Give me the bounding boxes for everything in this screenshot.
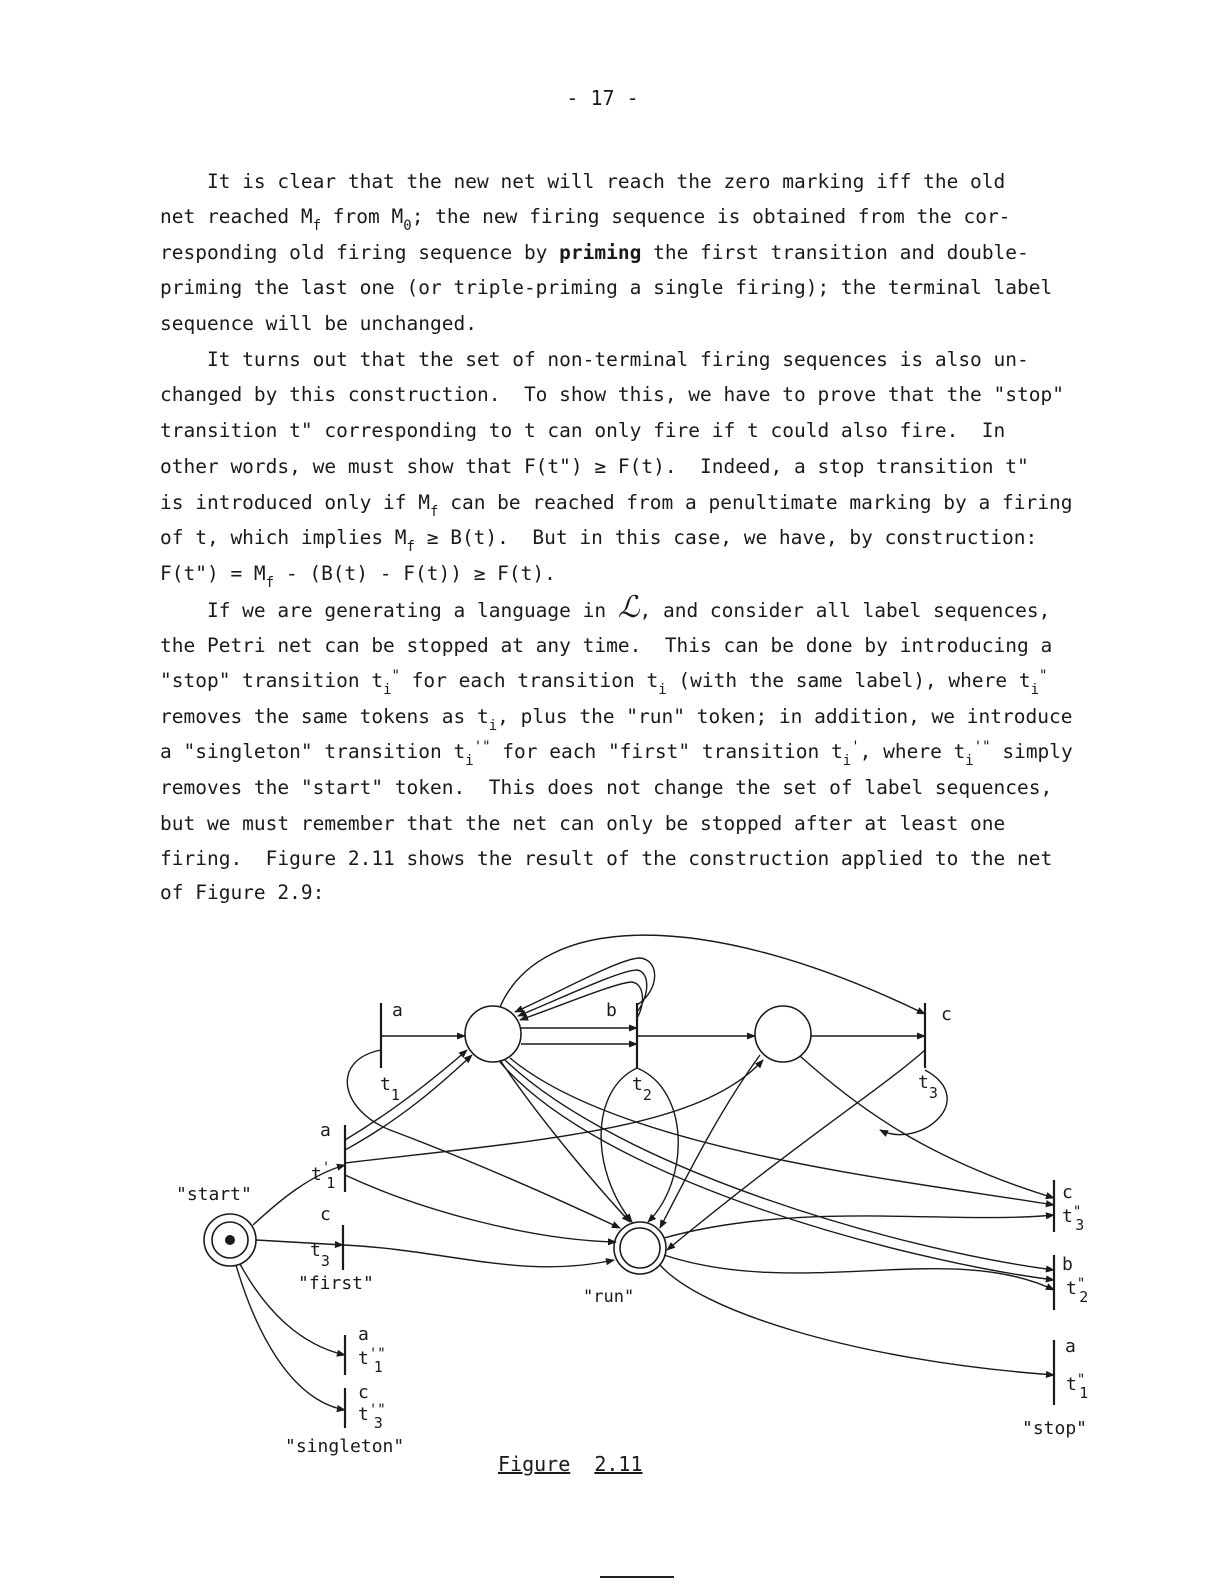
- label-t2dprime: t" 2: [1066, 1276, 1089, 1306]
- arc-place-to-run: [500, 1060, 630, 1222]
- text-line: It turns out that the set of non-terminal firing sequences is also un-: [160, 348, 1029, 371]
- arc-run-to-t3dprime: [664, 1215, 1054, 1238]
- label-first: "first": [298, 1273, 374, 1294]
- arc-place-to-t2dprime-a: [505, 1060, 1054, 1270]
- bottom-rule: [600, 1576, 674, 1578]
- arc-t1prime-to-place-a: [345, 1055, 472, 1150]
- text-line: sequence will be unchanged.: [160, 312, 477, 335]
- place-run-inner: [620, 1228, 660, 1268]
- place-top-right: [755, 1006, 811, 1062]
- text-line: If we are generating a language in ℒ, and consider all label sequences,: [160, 590, 1051, 625]
- text-line: other words, we must show that F(t") ≥ F(t). Indeed, a stop transition t": [160, 455, 1029, 478]
- label-t3-tprime: t'" 3: [358, 1402, 386, 1432]
- text-line: firing. Figure 2.11 shows the result of the construction applied to the net: [160, 847, 1053, 870]
- text-line: but we must remember that the net can only be stopped after at least one: [160, 812, 1006, 835]
- start-token: [225, 1235, 235, 1245]
- label-c-t3: c: [941, 1004, 952, 1025]
- arc-t1prime-to-run: [345, 1175, 616, 1242]
- text-line: net reached $M_f$ from $M_0$; the new firing sequence is obtained from the cor-: [160, 205, 1011, 234]
- text-line: priming the last one (or triple-priming a single firing); the terminal label: [160, 276, 1053, 299]
- page-number: - 17 -: [566, 86, 639, 110]
- label-singleton: "singleton": [285, 1436, 405, 1457]
- text-line: of Figure 2.9:: [160, 881, 325, 904]
- label-run: "run": [583, 1287, 635, 1307]
- label-b-t2: b: [606, 1000, 617, 1021]
- label-b-t2dprime: b: [1062, 1254, 1073, 1275]
- arc-t3-to-run: [667, 1050, 925, 1250]
- arc-run-to-t1dprime: [660, 1265, 1054, 1375]
- text-line: removes the "start" token. This does not change the set of label sequences,: [160, 776, 1053, 799]
- arc-place-to-t3-top: [500, 935, 925, 1014]
- place-run-outer: [614, 1222, 666, 1274]
- label-t3prime: $t_3$: [310, 1240, 330, 1270]
- place-top-left: [465, 1006, 521, 1062]
- label-c-t3prime: c: [320, 1204, 331, 1225]
- text-line: "stop" transition $t_i^"$ for each transition $t_i$ (with the same label), where $t_i^"$: [160, 668, 1048, 698]
- label-a-t1-tprime: a: [358, 1324, 369, 1345]
- label-c-t3dprime: c: [1062, 1182, 1073, 1203]
- arc-t2-loop-1: [515, 958, 655, 1012]
- label-t1: $t_1$: [380, 1074, 400, 1104]
- label-t1-tprime: t'" 1: [358, 1346, 386, 1376]
- arc-start-to-t3prime: [256, 1240, 343, 1245]
- label-c-t3-tprime: c: [358, 1382, 369, 1403]
- arc-t1prime-to-place-b: [345, 1050, 467, 1140]
- label-t1dprime: t" 1: [1066, 1372, 1089, 1402]
- text-line: is introduced only if $M_f$ can be reached from a penultimate marking by a firing: [160, 491, 1073, 520]
- text-line: F(t") = $M_f - (B(t) - F(t)) \ge F(t)$.: [160, 562, 556, 591]
- label-stop: "stop": [1022, 1418, 1088, 1439]
- script-l-symbol: ℒ: [617, 590, 640, 625]
- label-a-t1: a: [392, 1000, 403, 1021]
- arc-place-to-t2dprime-b: [500, 1062, 1054, 1280]
- text-line: changed by this construction. To show this, we have to prove that the "stop": [160, 383, 1064, 406]
- text-line: a "singleton" transition $t_i^{'"}$ for each "first" transition $t_i'$, where $t_i^{'"}$ simply: [160, 739, 1073, 769]
- label-t3dprime: t" 3: [1062, 1204, 1085, 1234]
- text-line: the Petri net can be stopped at any time. This can be done by introducing a: [160, 634, 1053, 657]
- text-line: It is clear that the new net will reach the zero marking iff the old: [160, 170, 1006, 193]
- figure-caption: Figure 2.11: [498, 1452, 643, 1476]
- label-t1prime: t' 1: [311, 1160, 336, 1192]
- text-line: of t, which implies $M_f \ge B(t)$. But in this case, we have, by construction:: [160, 526, 1038, 555]
- arc-place-right-to-run: [660, 1055, 760, 1228]
- arc-t2-loop-2: [518, 970, 647, 1016]
- label-start: "start": [176, 1184, 252, 1205]
- label-t3: $t_3$: [918, 1072, 938, 1102]
- label-a-t1prime: a: [320, 1120, 331, 1141]
- arc-t1prime-to-place-right: [345, 1060, 763, 1163]
- text-line: transition t" corresponding to t can only fire if t could also fire. In: [160, 419, 1006, 442]
- label-t2: $t_2$: [632, 1074, 652, 1104]
- text-line: responding old firing sequence by priming the first transition and double-: [160, 241, 1029, 264]
- text-line: removes the same tokens as $t_i$, plus the "run" token; in addition, we introduce: [160, 705, 1073, 734]
- label-a-t1dprime: a: [1065, 1336, 1076, 1357]
- arc-t3prime-to-run: [343, 1245, 614, 1267]
